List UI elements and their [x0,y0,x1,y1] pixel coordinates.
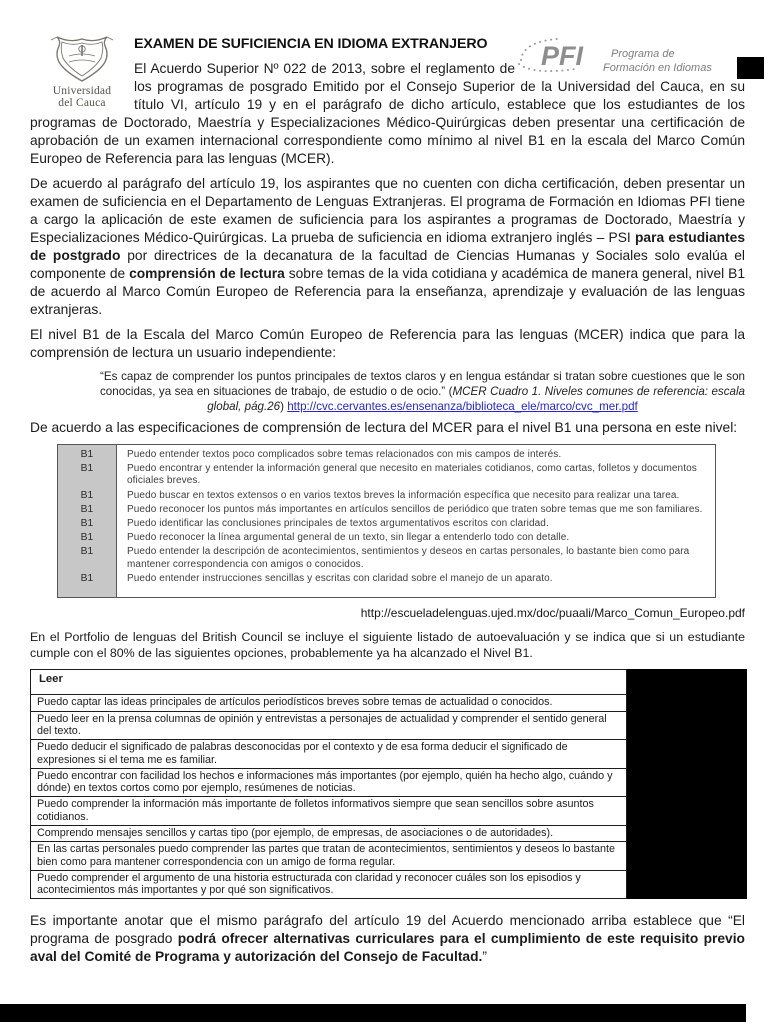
cervantes-link[interactable]: http://cvc.cervantes.es/ensenanza/biblioteca_ele/marco/cvc_mer.pdf [287,400,638,413]
level-cell: B1 [58,517,117,531]
scan-artifact-right [627,669,747,899]
level-cell: B1 [58,572,117,598]
table-row [31,768,627,797]
paragraph-closing [30,912,745,966]
pfi-subtitle-line1: Programa de [611,48,675,60]
statement-cell: Puedo captar las ideas principales de artículos periodísticos breves sobre temas de actualidad o conocidos. [31,695,627,711]
table-row [58,545,716,571]
mcer-b1-table [57,444,716,598]
scan-artifact-bottom [0,1004,746,1022]
table-row [31,826,627,842]
scan-artifact-corner [737,57,764,79]
university-crest-icon [49,34,115,84]
pfi-acronym: PFI [541,41,584,71]
university-logo-caption [30,86,134,109]
paragraph-especificaciones: De acuerdo a las especificaciones de comprensión de lectura del MCER para el nivel B1 una persona en este nivel: [30,420,738,435]
bold-comprension-lectura: comprensión de lectura [129,266,285,281]
table-row [31,870,627,899]
university-caption-line1: Universidad [52,85,112,97]
quote-citation: MCER Cuadro 1. Niveles comunes de referencia: escala global, pág.26 [207,385,745,413]
descriptor-cell: Puedo reconocer la línea argumental general de un texto, sin llegar a entenderlo todo con detalle. [127,532,570,544]
level-cell: B1 [58,462,117,488]
closing-bold: podrá ofrecer alternativas curriculares para el cumplimiento de este requisito previo aval del Comité de Programa y autorización del Consejo de Facultad. [30,931,745,965]
table-row [58,462,716,488]
statement-cell: Puedo leer en la prensa columnas de opinión y entrevistas a personajes de actualidad y comprender el sentido general del texto. [31,711,627,740]
statement-cell: Puedo comprender el argumento de una historia estructurada con claridad y reconocer cuáles son los episodios y acontecimientos más importantes y por qué son significativos. [31,870,627,899]
leer-header-cell: Leer [31,670,627,695]
closing-quote-end: ” [482,949,487,965]
descriptor-cell: Puedo reconocer los puntos más importantes en artículos sencillos de periódico que traten sobre temas que me son familiares. [127,503,703,515]
table-row [31,740,627,769]
paragraph-text: De acuerdo al parágrafo del artículo 19, los aspirantes que no cuenten con dicha certificación, deben presentar un examen de suficiencia en el Departamento de Lenguas Extranjeras. El programa de Formación en Idiomas PFI tiene a cargo la aplicación de este examen de suficiencia para los aspirantes a programas de Doctorado, Maestría y Especializaciones Médico-Quirúrgicas. La prueba de suficiencia en idioma extranjero inglés – PSI [30,176,745,245]
table-row [31,711,627,740]
paragraph-text: por directrices de la decanatura de la facultad de Ciencias Humanas y Sociales solo evalúa el componente de [30,248,746,281]
level-cell: B1 [58,531,117,545]
table-row [58,517,716,531]
pfi-logo [515,36,745,76]
level-cell: B1 [58,545,117,571]
table-row [31,695,627,711]
descriptor-cell: Puedo entender textos poco complicados sobre temas relacionados con mis campos de interés. [127,449,562,460]
leer-table [30,669,627,899]
closing-text: Es importante anotar que el mismo parágrafo del artículo 19 del Acuerdo mencionado arriba establece que “El programa de posgrado [30,913,745,947]
paragraph-portfolio: En el Portfolio de lenguas del British Council se incluye el siguiente listado de autoevaluación y se indica que si un estudiante cumple con el 80% de las siguientes opciones, probablemente ya ha alcanzado el Nivel B1. [30,630,745,661]
table-row [31,842,627,871]
paragraph-nivel-b1: El nivel B1 de la Escala del Marco Común Europeo de Referencia para las lenguas (MCER) indica que para la comprensión de lectura un usuario independiente: [30,327,745,360]
bold-estudiantes-postgrado: para estudiantes de postgrado [30,230,745,263]
document-title: EXAMEN DE SUFICIENCIA EN IDIOMA EXTRANJERO [134,36,488,52]
descriptor-cell: Puedo encontrar y entender la información general que necesito en materiales cotidianos, como cartas, folletos y documentos oficiales breves. [127,463,697,487]
level-cell: B1 [58,503,117,517]
level-cell: B1 [58,445,117,463]
statement-cell: En las cartas personales puedo comprender las partes que tratan de acontecimientos, sentimientos y deseos lo bastante bien como para mantener correspondencia con un amigo de forma regular. [31,842,627,871]
paragraph-acuerdo-superior: El Acuerdo Superior Nº 022 de 2013, sobre el reglamento de los programas de posgrado Emitido por el Consejo Superior de la Universidad del Cauca, en su título VI, artículo 19 y en el parágrafo de dicho artículo, establece que los estudiantes de los programas de Doctorado, Maestría y Especializaciones Médico-Quirúrgicas deben presentar una certificación de aprobación de un examen internacional correspondiente como mínimo al nivel B1 en la escala del Marco Común Europeo de Referencia para las lenguas (MCER). [30,61,745,166]
table-row [58,489,716,503]
descriptor-cell: Puedo buscar en textos extensos o en varios textos breves la información específica que necesito para realizar una tarea. [127,489,680,501]
statement-cell: Puedo encontrar con facilidad los hechos e informaciones más importantes (por ejemplo, quién ha hecho algo, cuándo y dónde) en textos cortos como por ejemplo, resúmenes de noticias. [31,768,627,797]
statement-cell: Puedo deducir el significado de palabras desconocidas por el contexto y de esa forma deducir el significado de expresiones si el tema me es familiar. [31,740,627,769]
level-cell: B1 [58,489,117,503]
table-row [58,445,716,463]
table-row [58,572,716,598]
statement-cell: Comprendo mensajes sencillos y cartas tipo (por ejemplo, de empresas, de asociaciones o de autoridades). [31,826,627,842]
statement-cell: Puedo comprender la información más importante de folletos informativos siempre que sean sencillos sobre asuntos cotidianos. [31,797,627,826]
descriptor-cell: Puedo identificar las conclusiones principales de textos argumentativos escritos con claridad. [127,518,549,530]
descriptor-cell: Puedo entender instrucciones sencillas y escritas con claridad sobre el manejo de un aparato. [127,572,553,584]
pfi-subtitle-line2: Formación en Idiomas [603,62,712,74]
descriptor-cell: Puedo entender la descripción de acontecimientos, sentimientos y deseos en cartas personales, lo bastante bien como para mantener correspondencia con amigos o conocidos. [127,546,690,570]
university-caption-line2: del Cauca [58,96,106,109]
leer-table-section [30,669,745,899]
mcer-quote-block [100,369,745,414]
table-row [58,503,716,517]
pfi-logo-icon [515,36,745,76]
quote-citation-close: ) [280,400,288,413]
table-header-row [31,670,627,695]
paragraph-paragrafo-19 [30,175,745,319]
table-row [31,797,627,826]
table-row [58,531,716,545]
paragraph-text: sobre temas de la vida cotidiana y académica de manera general, nivel B1 de acuerdo al Marco Común Europeo de Referencia para la enseñanza, aprendizaje y evaluación de las lenguas extranjeras. [30,266,746,317]
universidad-del-cauca-logo [30,34,134,110]
marco-comun-europeo-url: http://escueladelenguas.ujed.mx/doc/puaali/Marco_Comun_Europeo.pdf [360,606,745,621]
quote-text: “Es capaz de comprender los puntos principales de textos claros y en lengua estándar si tratan sobre cuestiones que le son conocidas, ya sea en situaciones de trabajo, de estudio o de ocio.” ( [100,370,745,398]
